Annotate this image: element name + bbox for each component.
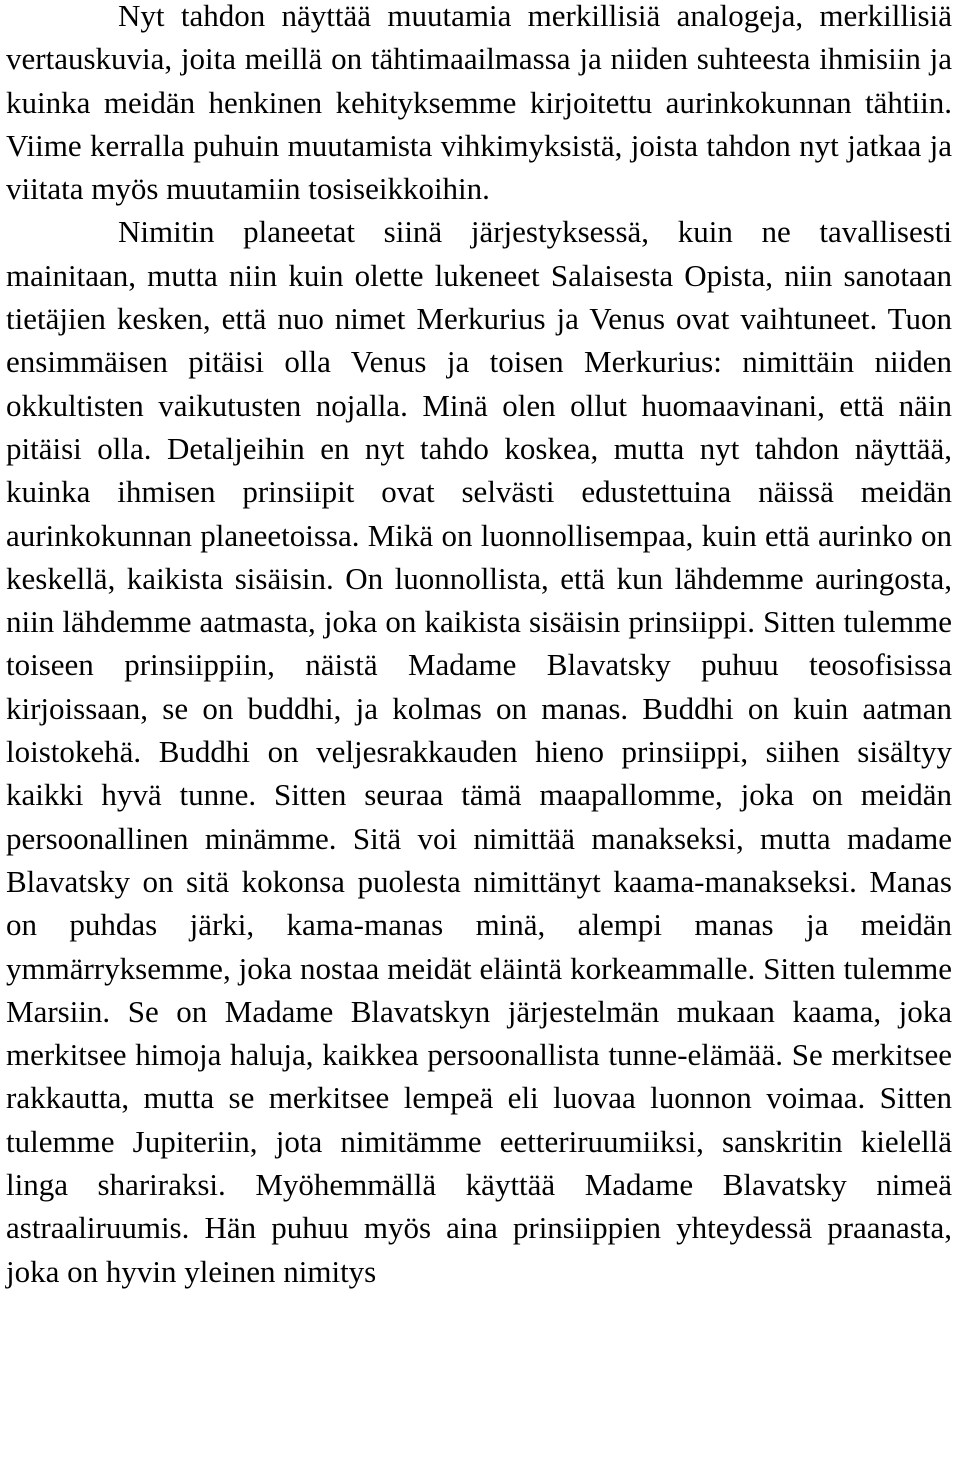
paragraph: Nyt tahdon näyttää muutamia merkillisiä analogeja, merkillisiä vertauskuvia, joita meillä on tähtimaailmassa ja niiden suhteesta ihmisiin ja kuinka meidän henkinen kehityksemme kirjoitettu aurinkokunnan tähtiin. Viime kerralla puhuin muutamista vihkimyksistä, joista tahdon nyt jatkaa ja viitata myös muutamiin tosiseikkoihin. xyxy=(6,0,952,207)
paragraph: Nimitin planeetat siinä järjestyksessä, kuin ne tavallisesti mainitaan, mutta niin kuin olette lukeneet Salaisesta Opista, niin sanotaan tietäjien kesken, että nuo nimet Merkurius ja Venus ovat vaihtuneet. Tuon ensimmäisen pitäisi olla Venus ja toisen Merkurius: nimittäin niiden okkultisten vaikutusten nojalla. Minä olen ollut huomaavinani, että näin pitäisi olla. Detaljeihin en nyt tahdo koskea, mutta nyt tahdon näyttää, kuinka ihmisen prinsiipit ovat selvästi edustettuina näissä meidän aurinkokunnan planeetoissa. Mikä on luonnollisempaa, kuin että aurinko on keskellä, kaikista sisäisin. On luonnollista, että kun lähdemme auringosta, niin lähdemme aatmasta, joka on kaikista sisäisin prinsiippi. Sitten tulemme toiseen prinsiippiin, näistä Madame Blavatsky puhuu teosofisissa kirjoissaan, se on buddhi, ja kolmas on manas. Buddhi on kuin aatman loistokehä. Buddhi on veljesrakkauden hieno prinsiippi, siihen sisältyy kaikki hyvä tunne. Sitten seuraa tämä maapallomme, joka on meidän persoonallinen minämme. Sitä voi nimittää manakseksi, mutta madame Blavatsky on sitä kokonsa puolesta nimittänyt kaama-manakseksi. Manas on puhdas järki, kama-manas minä, alempi manas ja meidän ymmärryksemme, joka nostaa meidät eläintä korkeammalle. Sitten tulemme Marsiin. Se on Madame Blavatskyn järjestelmän mukaan kaama, joka merkitsee himoja haluja, kaikkea persoonallista tunne-elämää. Se merkitsee rakkautta, mutta se merkitsee lempeä eli luovaa luonnon voimaa. Sitten tulemme Jupiteriin, jota nimitämme eetteriruumiiksi, sanskritin kielellä linga shariraksi. Myöhemmällä käyttää Madame Blavatsky nimeä astraaliruumis. Hän puhuu myös aina prinsiippien yhteydessä praanasta, joka on hyvin yleinen nimitys xyxy=(6,214,952,1289)
